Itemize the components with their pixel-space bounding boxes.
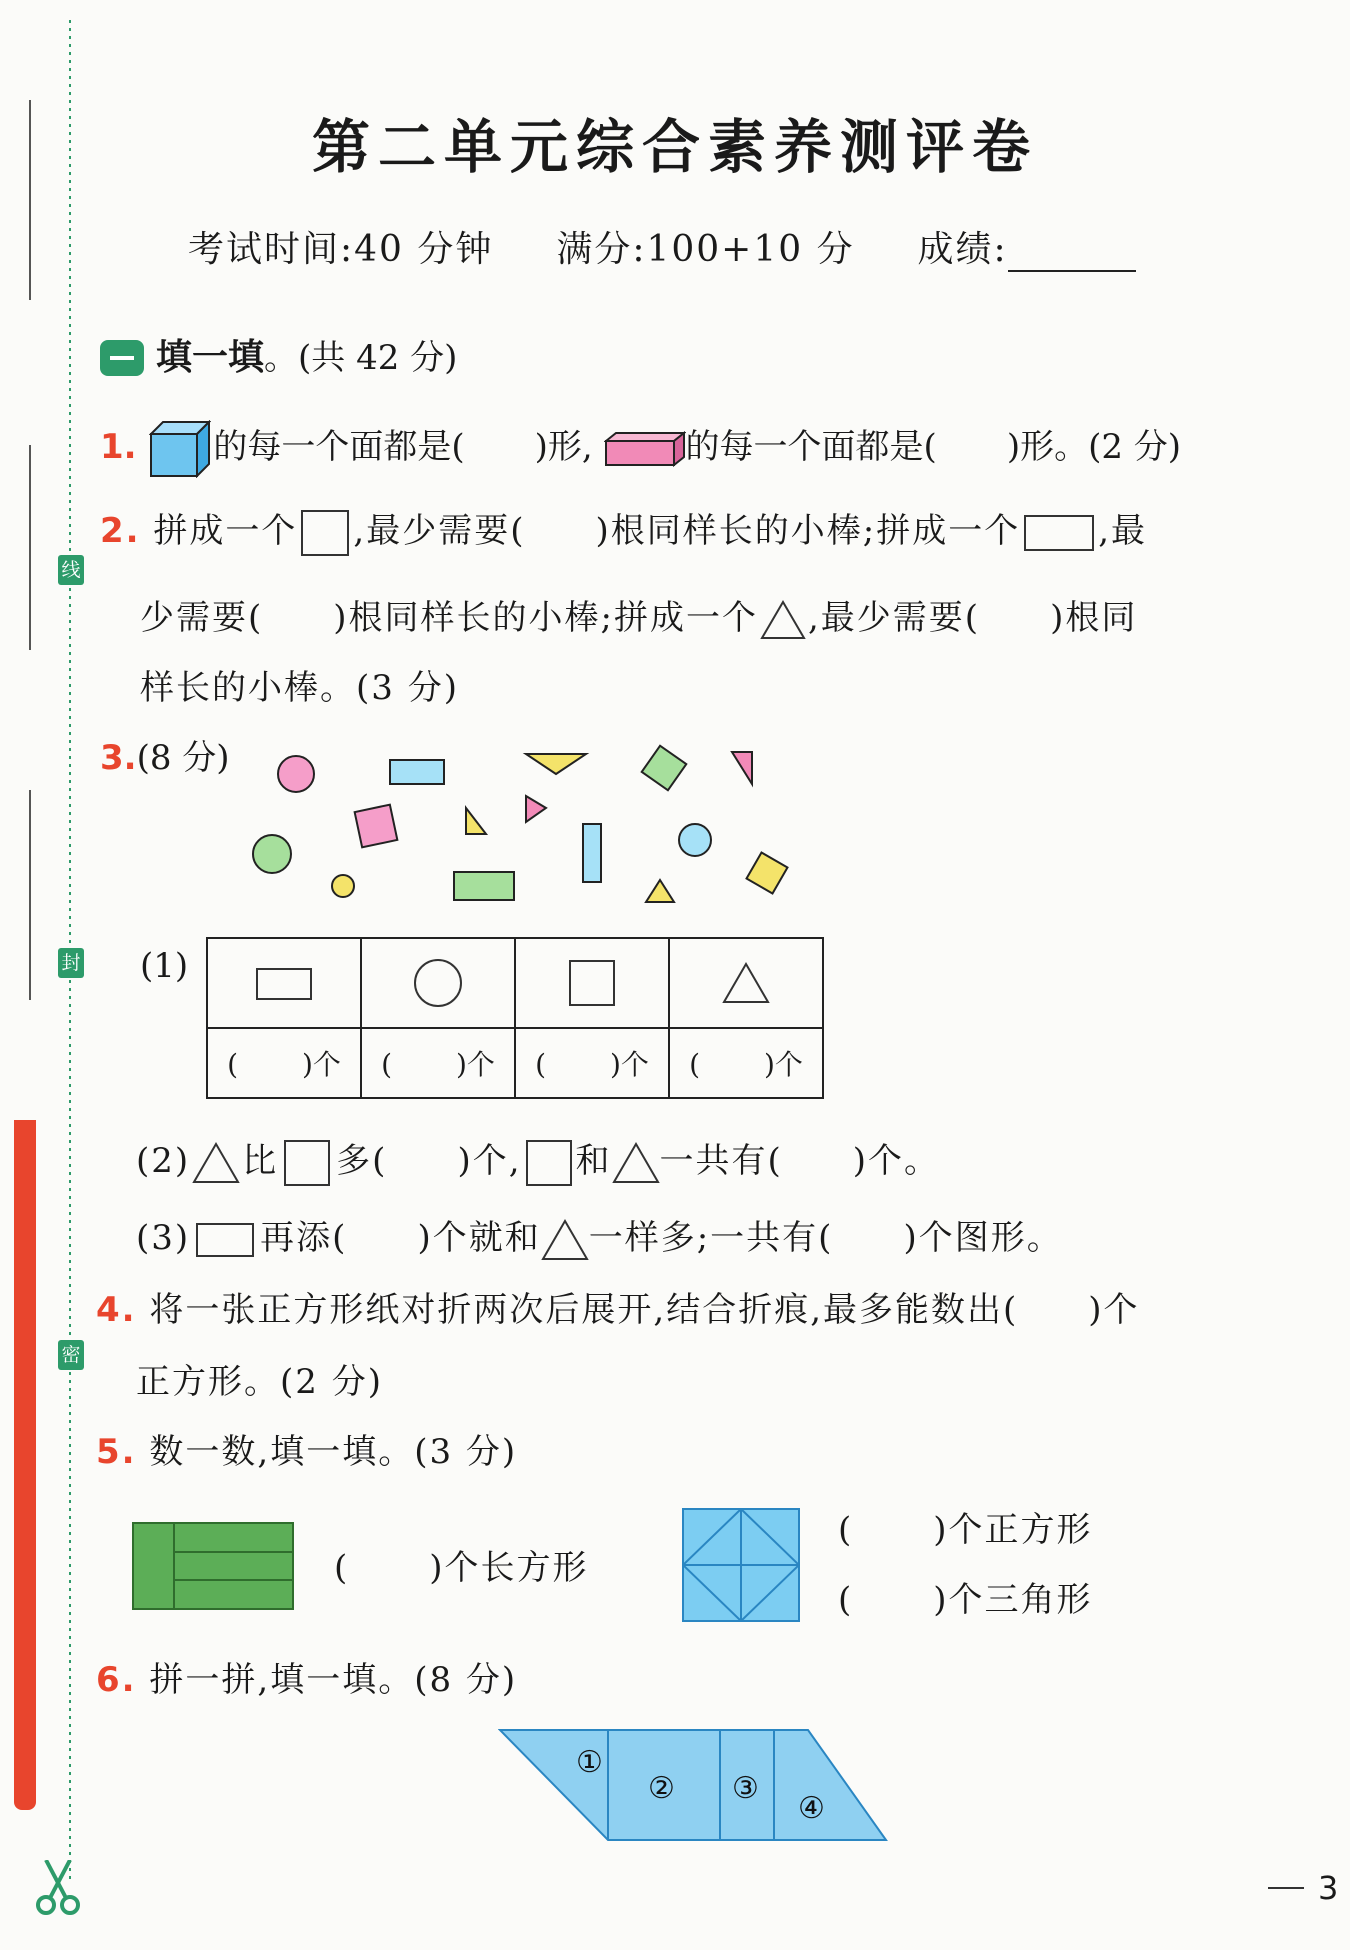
q3-p2-f: )个。 (852, 1141, 941, 1181)
q2-text-a: 拼成一个 (153, 511, 298, 551)
q5-text: 数一数,填一填。(3 分) (149, 1432, 518, 1472)
circle-shape (278, 756, 314, 792)
triangle-shape-icon (760, 600, 806, 640)
table-header-triangle (669, 938, 823, 1028)
q5-b-open: ( (838, 1510, 854, 1550)
q4-text-b: )个 (1088, 1290, 1140, 1330)
square-shape (747, 853, 788, 894)
square-shape-icon (301, 510, 349, 556)
piece-label-2: ② (648, 1771, 675, 1806)
cell-open: ( (535, 1048, 546, 1081)
q2-number: 2. (100, 511, 141, 551)
triangle-shape (526, 796, 546, 822)
q3-p2-d: 和 (575, 1141, 612, 1181)
score-label: 成绩: (917, 229, 1008, 270)
rectangle-shape (454, 872, 514, 900)
question-3-header (100, 738, 230, 778)
q5-a-close: )个长方形 (429, 1548, 589, 1588)
rectangle-shape (583, 824, 601, 882)
cell-close: )个 (456, 1048, 495, 1081)
q2-text-line-3: 样长的小棒。(3 分) (140, 668, 459, 708)
cell-close: )个 (764, 1048, 803, 1081)
cell-close: )个 (610, 1048, 649, 1081)
circle-shape-icon (414, 959, 462, 1007)
scissors-icon (34, 1860, 82, 1916)
q6-number: 6. (96, 1660, 137, 1700)
square-shape-icon (284, 1140, 330, 1186)
table-header-rectangle (207, 938, 361, 1028)
page-number-rule (1268, 1887, 1304, 1889)
question-2-line-2 (140, 598, 1137, 640)
triangle-shape (732, 752, 752, 784)
question-4-line-1 (96, 1290, 1140, 1330)
circle-shape (253, 835, 291, 873)
time-value: 40 分钟 (354, 229, 494, 270)
section-points: 。(共 42 分) (264, 338, 458, 378)
section-number-badge (100, 340, 144, 376)
full-value: 100+10 分 (646, 229, 855, 270)
score-blank[interactable] (1008, 232, 1136, 272)
triangle-shape-icon (192, 1142, 240, 1184)
table-header-square (515, 938, 669, 1028)
q5-answer-c (838, 1580, 1093, 1620)
q5-c-open: ( (838, 1580, 854, 1620)
page-title: 第二单元综合素养测评卷 (311, 113, 1038, 181)
q3-number: 3. (100, 738, 137, 778)
q5-b-close: )个正方形 (933, 1510, 1093, 1550)
section-heading: 填一填 (156, 337, 265, 378)
q5-answer-b (838, 1510, 1093, 1550)
full-label: 满分: (556, 229, 647, 270)
cube-icon (149, 420, 211, 478)
answer-cell[interactable] (207, 1028, 361, 1098)
q2-text-b: ,最少需要( (353, 511, 526, 551)
table-header-circle (361, 938, 515, 1028)
answer-cell[interactable] (669, 1028, 823, 1098)
q2-text-g: ,最少需要( (808, 598, 981, 638)
cell-open: ( (689, 1048, 700, 1081)
q1-text-b: )形, (534, 427, 593, 467)
answer-cell[interactable] (361, 1028, 515, 1098)
rectangle-shape-icon (256, 968, 312, 1000)
rectangle-shape-icon (1024, 515, 1094, 551)
scattered-shapes-figure (240, 740, 800, 910)
q3-p2-b: 多( (336, 1141, 388, 1181)
q2-text-c: )根同样长的小棒;拼成一个 (595, 511, 1021, 551)
q3-p2-a: 比 (242, 1141, 279, 1181)
triangle-shape (526, 754, 586, 774)
q2-text-e: 少需要( (140, 598, 264, 638)
blue-square-diamond-figure (682, 1508, 800, 1622)
q4-text-a: 将一张正方形纸对折两次后展开,结合折痕,最多能数出( (149, 1290, 1019, 1330)
cell-open: ( (227, 1048, 238, 1081)
triangle-shape (466, 808, 486, 834)
green-rectangles-figure (132, 1522, 294, 1610)
q2-text-f: )根同样长的小棒;拼成一个 (333, 598, 758, 638)
side-tag-mi: 密 (58, 1340, 84, 1370)
question-6-header (96, 1660, 517, 1700)
q3-part-1-label: (1) (140, 946, 189, 986)
piece-label-3: ③ (732, 1771, 759, 1806)
triangle-shape-icon (612, 1142, 660, 1184)
q1-text-a: 的每一个面都是( (213, 427, 465, 467)
q1-text-d: )形。(2 分) (1006, 427, 1182, 467)
q1-text-c: 的每一个面都是( (685, 427, 937, 467)
circle-shape (332, 875, 354, 897)
side-binding-band (14, 1120, 36, 1810)
q3-part-3 (136, 1218, 1063, 1261)
q3-points: (8 分) (136, 738, 230, 778)
q2-text-d: ,最 (1098, 511, 1148, 551)
q3-p2-label: (2) (136, 1141, 191, 1181)
triangle-shape-icon (541, 1219, 589, 1261)
side-tag-xian: 线 (58, 555, 84, 585)
rectangle-shape (390, 760, 444, 784)
square-shape (642, 746, 687, 791)
rectangular-prism-icon (604, 431, 686, 467)
triangle-shape-icon (722, 962, 770, 1004)
question-2-line-1 (100, 510, 1147, 556)
q3-p3-label: (3) (136, 1218, 191, 1258)
square-shape-icon (569, 960, 615, 1006)
q5-c-close: )个三角形 (933, 1580, 1093, 1620)
q5-a-open: ( (334, 1548, 350, 1588)
time-label: 考试时间: (188, 229, 355, 270)
q5-answer-a (334, 1548, 589, 1588)
cell-close: )个 (302, 1048, 341, 1081)
q3-p3-a: 再添( (260, 1218, 348, 1258)
piece-label-1: ① (576, 1745, 603, 1780)
rectangle-shape-icon (196, 1223, 254, 1257)
q3-p2-e: 一共有( (659, 1141, 783, 1181)
cell-open: ( (381, 1048, 392, 1081)
side-tag-feng: 封 (58, 948, 84, 978)
q2-text-h: )根同 (1050, 598, 1138, 638)
q3-p2-c: )个, (457, 1141, 522, 1181)
page-number: 3 (1318, 1869, 1339, 1907)
q4-number: 4. (96, 1290, 137, 1330)
question-1 (100, 420, 1181, 478)
triangle-shape (646, 880, 674, 902)
q1-number: 1. (100, 427, 137, 467)
piece-label-4: ④ (798, 1791, 825, 1826)
q3-p3-b: )个就和 (417, 1218, 541, 1258)
square-shape (355, 805, 398, 848)
answer-cell[interactable] (515, 1028, 669, 1098)
exam-meta (188, 230, 1136, 272)
shape-count-table (206, 937, 824, 1099)
parallelogram-puzzle-figure (498, 1728, 888, 1842)
q5-number: 5. (96, 1432, 137, 1472)
q3-p3-d: )个图形。 (903, 1218, 1063, 1258)
q4-text-line-2: 正方形。(2 分) (136, 1362, 383, 1402)
question-5-header (96, 1432, 517, 1472)
q3-part-2 (136, 1140, 940, 1186)
square-shape-icon (526, 1140, 572, 1186)
q3-p3-c: 一样多;一共有( (588, 1218, 834, 1258)
circle-shape (679, 824, 711, 856)
q6-text: 拼一拼,填一填。(8 分) (149, 1660, 518, 1700)
